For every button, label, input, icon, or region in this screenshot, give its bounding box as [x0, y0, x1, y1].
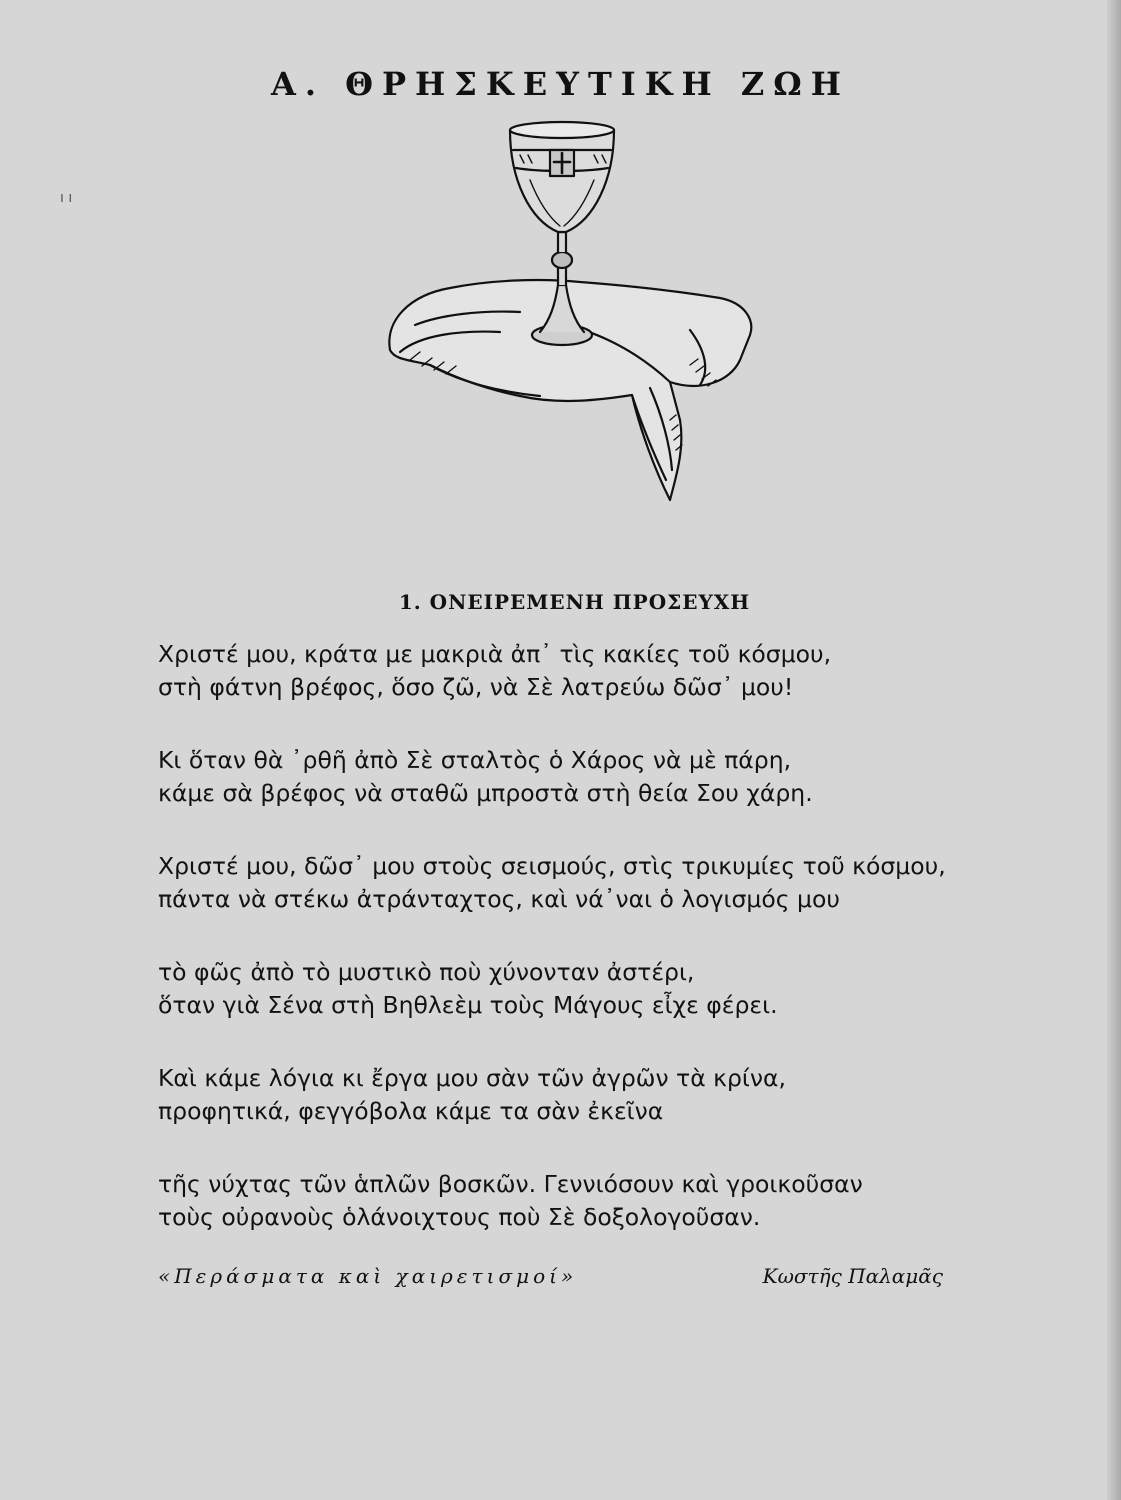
poem-title: 1. ΟΝΕΙΡΕΜΕΝΗ ΠΡΟΣΕΥΧΗ — [398, 589, 751, 614]
author-name: Κωστῆς Παλαμᾶς — [762, 1264, 943, 1288]
poem-line: τοὺς οὐρανοὺς ὁλάνοιχτους ποὺ Σὲ δοξολογοῦσαν. — [158, 1203, 761, 1231]
poem-line: ὅταν γιὰ Σένα στὴ Βηθλεὲμ τοὺς Μάγους εἶχε φέρει. — [158, 991, 778, 1019]
section-title: Α. ΘΡΗΣΚΕΥΤΙΚΗ ΖΩΗ — [271, 65, 850, 104]
margin-mark: ı ı — [60, 190, 73, 206]
poem-line: Χριστέ μου, δῶσ᾽ μου στοὺς σεισμούς, στὶς τρικυμίες τοῦ κόσμου, — [158, 852, 946, 880]
poem-line: κάμε σὰ βρέφος νὰ σταθῶ μπροστὰ στὴ θεία Σου χάρη. — [158, 779, 813, 807]
poem-line: τῆς νύχτας τῶν ἁπλῶν βοσκῶν. Γεννιόσουν καὶ γροικοῦσαν — [158, 1170, 863, 1198]
stanza — [158, 744, 988, 810]
attribution — [158, 1264, 943, 1288]
stanza — [158, 1062, 988, 1128]
poem-line: Κι ὅταν θὰ ᾽ρθῆ ἀπὸ Σὲ σταλτὸς ὁ Χάρος νὰ μὲ πάρη, — [158, 746, 792, 774]
poem-line: Χριστέ μου, κράτα με μακριὰ ἀπ᾽ τὶς κακίες τοῦ κόσμου, — [158, 640, 832, 668]
stanza — [158, 956, 988, 1022]
poem-line: Καὶ κάμε λόγια κι ἔργα μου σὰν τῶν ἀγρῶν τὰ κρίνα, — [158, 1064, 786, 1092]
poem-line: προφητικά, φεγγόβολα κάμε τα σὰν ἐκεῖνα — [158, 1097, 664, 1125]
stanza — [158, 638, 988, 704]
source-title: «Περάσματα καὶ χαιρετισμοί» — [158, 1264, 578, 1288]
poem-line: τὸ φῶς ἀπὸ τὸ μυστικὸ ποὺ χύνονταν ἀστέρι, — [158, 958, 695, 986]
stanza — [158, 1168, 988, 1234]
poem-body — [158, 638, 988, 1274]
chalice-icon — [370, 120, 770, 510]
poem-line: πάντα νὰ στέκω ἀτράνταχτος, καὶ νά᾽ναι ὁ λογισμός μου — [158, 885, 840, 913]
page-edge — [1107, 0, 1121, 1500]
stanza — [158, 850, 988, 916]
poem-line: στὴ φάτνη βρέφος, ὅσο ζῶ, νὰ Σὲ λατρεύω δῶσ᾽ μου! — [158, 673, 794, 701]
